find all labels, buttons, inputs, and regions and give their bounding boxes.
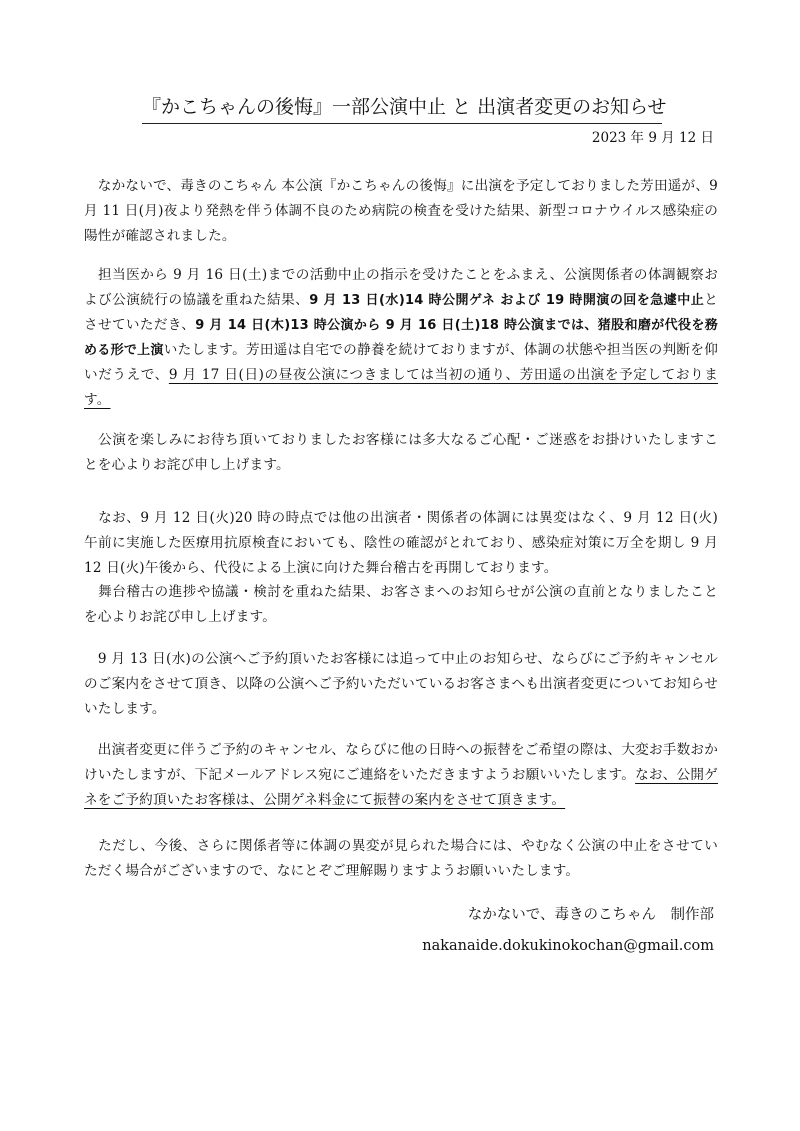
return-schedule-notice: 9 月 17 日(日)の昼夜公演につきましては当初の通り、芳田遥の出演を予定しております。 <box>84 367 718 408</box>
cancellation-notice: 9 月 13 日(水)14 時公開ゲネ および 19 時開演の回を急遽中止 <box>309 293 705 308</box>
paragraph-infection-report: なかないで、毒きのこちゃん 本公演『かこちゃんの後悔』に出演を予定しておりました芳田遥が、9 月 11 日(月)夜より発熱を伴う体調不良のため病院の検査を受けた結果、新型コロナウイルス感染症の陽性が確認されました。 <box>84 178 718 244</box>
document-date: 2023 年 9 月 12 日 <box>591 130 714 146</box>
paragraph-refund-exchange <box>84 738 718 813</box>
signature-organization: なかないで、毒きのこちゃん 制作部 <box>467 907 714 923</box>
paragraph-text: 担当医から 9 月 16 日(土)までの活動中止の指示を受けたことをふまえ、公演関係者の体調観察および公演続行の協議を重ねた結果、 <box>84 267 718 308</box>
paragraph-rehearsal-apology: 舞台稽古の進捗や協議・検討を重ねた結果、お客さまへのお知らせが公演の直前となりましたことを心よりお詫び申し上げます。 <box>84 584 718 625</box>
paragraph-text: とさせていただき、 <box>84 292 719 333</box>
paragraph-future-cancellation: ただし、今後、さらに関係者等に体調の異変が見られた場合には、やむなく公演の中止をさせていただく場合がございますので、なにとぞご理解賜りますようお願いいたします。 <box>84 838 718 879</box>
paragraph-booking-notice: 9 月 13 日(水)の公演へご予約頂いたお客様には追って中止のお知らせ、ならびにご予約キャンセルのご案内をさせて頂き、以降の公演へご予約いただいているお客さまへも出演者変更についてお知らせいたします。 <box>84 651 718 717</box>
paragraph-text: 出演者変更に伴うご予約のキャンセル、ならびに他の日時への振替をご希望の際は、大変お手数おかけいたしますが、下記メールアドレス宛にご連絡をいただきますようお願いいたします。 <box>84 742 718 783</box>
understudy-notice: 9 月 14 日(木)13 時公演から 9 月 16 日(土)18 時公演までは、猪股和磨が代役を務める形で上演 <box>84 318 719 358</box>
paragraph-text: いたします。芳田遥は自宅での静養を続けておりますが、体調の状態や担当医の判断を仰いだうえで、 <box>84 342 718 383</box>
paragraph-cancellation-details <box>84 263 718 413</box>
contact-email[interactable]: nakanaide.dokukinokochan@gmail.com <box>422 938 714 954</box>
document-title: 『かこちゃんの後悔』一部公演中止 と 出演者変更のお知らせ <box>142 92 662 124</box>
gene-exchange-notice: なお、公開ゲネをご予約頂いたお客様は、公開ゲネ料金にて振替の案内をさせて頂きます。 <box>84 767 718 808</box>
paragraph-apology: 公演を楽しみにお待ち頂いておりましたお客様には多大なるご心配・ご迷惑をお掛けいたしますことを心よりお詫び申し上げます。 <box>84 432 718 473</box>
paragraph-health-status: なお、9 月 12 日(火)20 時の時点では他の出演者・関係者の体調には異変はなく、9 月 12 日(火)午前に実施した医療用抗原検査においても、陰性の確認がとれており、感染症対策に万全を期し 9 月 12 日(火)午後から、代役による上演に向けた舞台稽古を再開しております。 <box>84 510 718 576</box>
